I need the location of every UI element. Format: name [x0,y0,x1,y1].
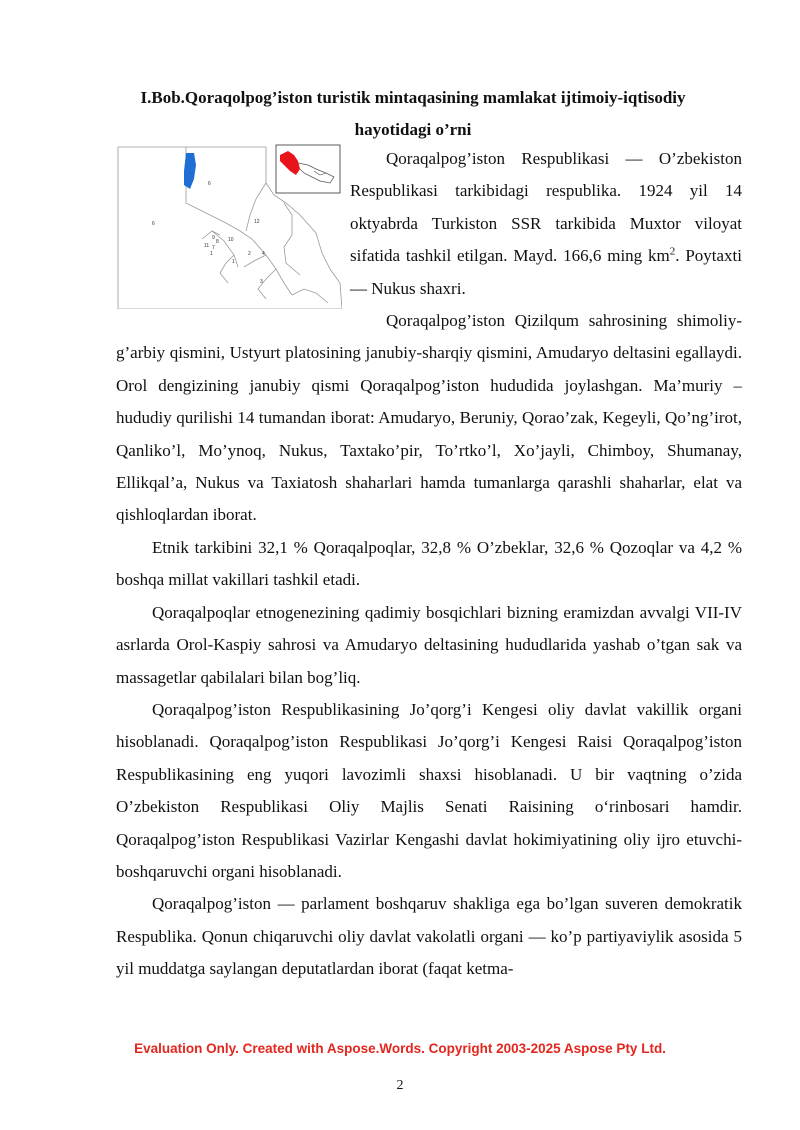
paragraph-3: Etnik tarkibini 32,1 % Qoraqalpoqlar, 32,8 % O’zbeklar, 32,6 % Qozoqlar va 4,2 % boshqa millat vakillari tashkil etadi. [116,537,742,590]
district-border [240,231,292,295]
map-label: 11 [204,243,210,249]
paragraph-2: Qoraqalpog’iston Qizilqum sahrosining shimoliy-g’arbiy qismini, Ustyurt platosining janubiy-sharqiy qismini, Amudaryo deltasini egallaydi. Orol dengizining janubiy qismi Qoraqalpog’iston hududida joylashgan. Ma’muriy – hududiy qurilishi 14 tumandan iborat: Amudaryo, Beruniy, Qorao’zak, Kegeyli, Qo’ng’irot, Qanliko’l, Mo’ynoq, Nukus, Taxtako’pir, To’rtko’l, Xo’jayli, Chimboy, Shumanay, Ellikqal’a, Nukus va Taxiatosh shaharlari hamda tumanlarga qarashli shaharlar, elat va qishloqlardan iborat. [116,311,742,525]
inset-locator-map [276,145,340,193]
paragraph-1-text: Qoraqalpog’iston Respublikasi — O’zbekiston Respublikasi tarkibidagi respublika. 1924 yil 14 oktyabrda Turkiston SSR tarkibida Muxtor viloyat sifatida tashkil etilgan. Mayd. 166,6 ming km [350,149,742,266]
chapter-heading-line-2: hayotidagi o’rni [354,120,472,139]
map-label: 1 [210,251,213,257]
paragraph-4: Qoraqalpoqlar etnogenezining qadimiy bosqichlari bizning eramizdan avvalgi VII-IV asrlarda Orol-Kaspiy sahrosi va Amudaryo deltasining hududlarida yashab o’tgan sak va massagetlar qabilalari bilan bog’liq. [116,602,742,687]
map-label: 4 [262,251,265,257]
map-label: 2 [248,251,251,257]
map-label: 7 [212,245,215,251]
page-number: 2 [396,1078,404,1093]
evaluation-watermark: Evaluation Only. Created with Aspose.Words. Copyright 2003-2025 Aspose Pty Ltd. [134,1041,666,1056]
paragraph-5: Qoraqalpog’iston Respublikasining Jo’qorg’i Kengesi oliy davlat vakillik organi hisoblanadi. Qoraqalpog’iston Respublikasi Jo’qorg’i Kengesi Raisi Qoraqalpog’iston Respublikasining eng yuqori lavozimli shaxsi hisoblanadi. U bir vaqtning o’zida O’zbekiston Respublikasi Oliy Majlis Senati Raisining o‘rinbosari hamdir. Qoraqalpog’iston Respublikasi Vazirlar Kengashi davlat hokimiyatining oliy ijro etuvchi-boshqaruvchi organi hisoblanadi. [116,699,742,881]
aral-sea-shape [184,153,196,189]
area-unit-superscript: 2 [669,245,676,258]
map-label: 1 [232,259,235,265]
map-label: 6 [208,181,211,187]
chapter-heading [80,82,746,146]
district-border [284,203,300,275]
map-label: 9 [212,235,215,241]
map-label: 6 [152,221,155,227]
paragraph-6: Qoraqalpog’iston — parlament boshqaruv shakliga ega bo’lgan suveren demokratik Respublika. Qonun chiqaruvchi oliy davlat vakolatli organi — ko’p partiyaviylik asosida 5 yil muddatga saylangan deputatlardan iborat (faqat ketma- [116,894,742,979]
karakalpakstan-map [116,143,342,309]
paragraph-1-text-end: . Poytaxti — Nukus shaxri. [350,246,742,298]
district-border [292,289,328,303]
map-label: 8 [216,239,219,245]
region-map-image [116,143,342,309]
document-body [116,143,742,986]
map-label: 3 [260,279,263,285]
map-label: 10 [228,237,234,243]
chapter-heading-line-1: I.Bob.Qoraqolpog’iston turistik mintaqasining mamlakat ijtimoiy-iqtisodiy [140,88,686,107]
map-label: 12 [254,219,260,225]
